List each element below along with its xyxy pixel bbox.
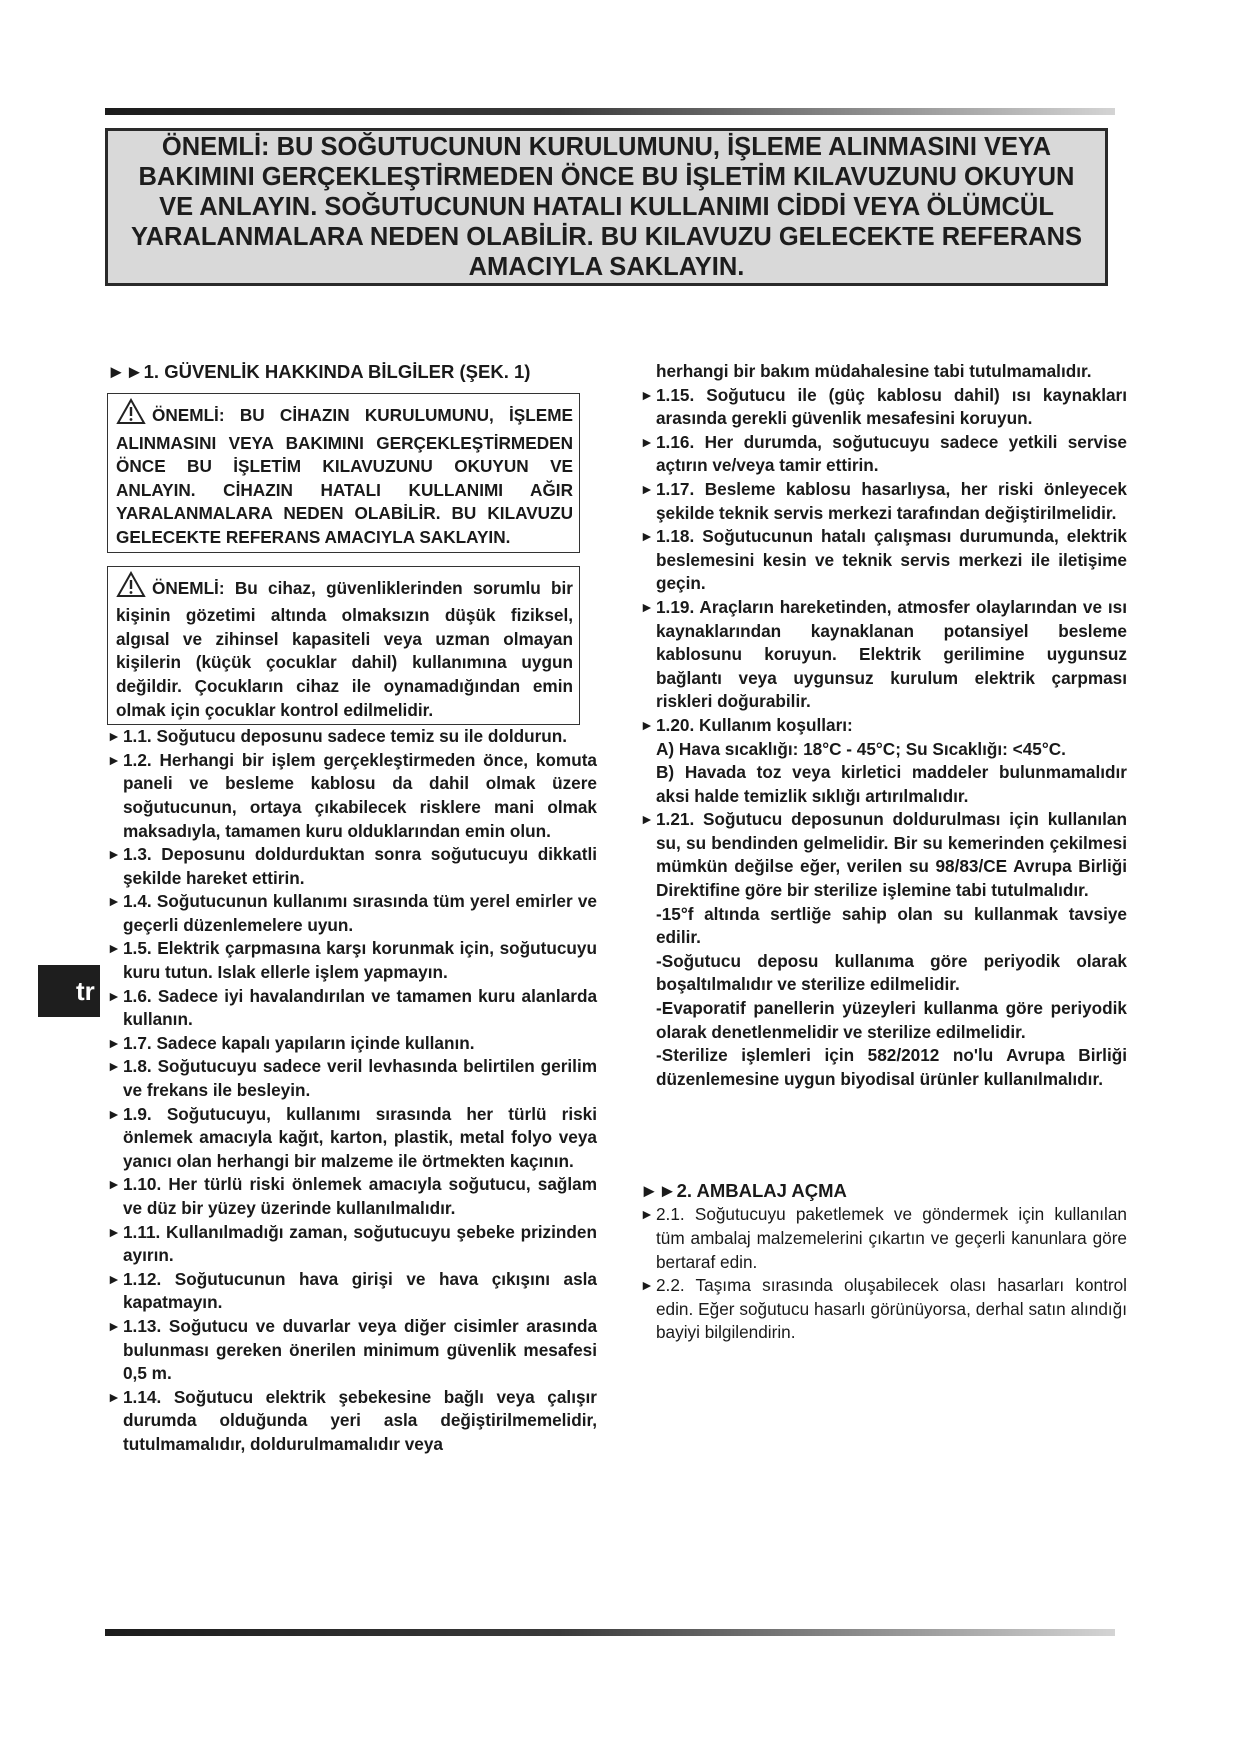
section-2-heading: ►►2. AMBALAJ AÇMA bbox=[640, 1180, 847, 1202]
list-item: ► 1.1. Soğutucu deposunu sadece temiz su ile doldurun. bbox=[107, 725, 597, 749]
list-item: ► 2.2. Taşıma sırasında oluşabilecek olası hasarları kontrol edin. Eğer soğutucu hasarlı görünüyorsa, derhal satın alındığı bayiyi bilgilendirin. bbox=[640, 1274, 1127, 1345]
bullet-arrow-icon: ► bbox=[107, 940, 121, 957]
bullet-arrow-icon: ► bbox=[107, 1105, 121, 1122]
list-item: ► 2.1. Soğutucuyu paketlemek ve göndermek için kullanılan tüm ambalaj malzemelerini çıkartın ve geçerli kanunlara göre bertaraf edin. bbox=[640, 1203, 1127, 1274]
list-item: ► 1.15. Soğutucu ile (güç kablosu dahil) ısı kaynakları arasında gerekli güvenlik mesafesini koruyun. bbox=[640, 384, 1127, 431]
bullet-arrow-icon: ► bbox=[107, 1270, 121, 1287]
list-item: ► 1.11. Kullanılmadığı zaman, soğutucuyu şebeke prizinden ayırın. bbox=[107, 1221, 597, 1268]
bullet-arrow-icon: ► bbox=[107, 1058, 121, 1075]
list-item: ► 1.16. Her durumda, soğutucuyu sadece yetkili servise açtırın ve/veya tamir ettirin. bbox=[640, 431, 1127, 478]
bullet-arrow-icon: ► bbox=[107, 751, 121, 768]
warning-banner bbox=[105, 128, 1108, 286]
bullet-arrow-icon: ► bbox=[107, 1034, 121, 1051]
list-item: ► 1.19. Araçların hareketinden, atmosfer olaylarından ve ısı kaynaklarından kaynaklanan potansiyel besleme kablosunu koruyun. Elektrik gerilimine uygunsuz bağlantı veya uygunsuz kurulum elektrik çarpması riskleri doğurabilir. bbox=[640, 596, 1127, 714]
list-item: ► 1.6. Sadece iyi havalandırılan ve tamamen kuru alanlarda kullanın. bbox=[107, 985, 597, 1032]
bullet-arrow-icon: ► bbox=[107, 1223, 121, 1240]
list-item-continuation: herhangi bir bakım müdahalesine tabi tutulmamalıdır. bbox=[656, 361, 1092, 381]
bullet-arrow-icon: ► bbox=[640, 811, 654, 828]
bullet-arrow-icon: ► bbox=[107, 1317, 121, 1334]
list-item: ► 1.4. Soğutucunun kullanımı sırasında tüm yerel emirler ve geçerli düzenlemelere uyun. bbox=[107, 890, 597, 937]
bullet-arrow-icon: ► bbox=[640, 433, 654, 450]
bullet-arrow-icon: ► bbox=[640, 716, 654, 733]
list-item: ► 1.5. Elektrik çarpmasına karşı korunmak için, soğutucuyu kuru tutun. Islak ellerle işlem yapmayın. bbox=[107, 937, 597, 984]
right-column bbox=[640, 360, 1127, 1345]
bullet-arrow-icon: ► bbox=[640, 1206, 654, 1223]
water-note: -Soğutucu deposu kullanıma göre periyodik olarak boşaltılmalıdır ve sterilize edilmelidir. bbox=[656, 950, 1127, 995]
water-note: -15°f altında sertliğe sahip olan su kullanmak tavsiye edilir. bbox=[656, 903, 1127, 948]
list-item: ► 1.12. Soğutucunun hava girişi ve hava çıkışını asla kapatmayın. bbox=[107, 1268, 597, 1315]
warning-box-1-text: ÖNEMLİ: BU CİHAZIN KURULUMUNU, İŞLEME ALINMASINI VEYA BAKIMINI GERÇEKLEŞTİRMEDEN ÖNCE BU İŞLETİM KILAVUZUNU OKUYUN VE ANLAYIN. CİHAZIN HATALI KULLANIMI AĞIR YARALANMALARA NEDEN OLABİLİR. BU KILAVUZU GELECEKTE REFERANS AMACIYLA SAKLAYIN. bbox=[116, 405, 573, 547]
left-items-list bbox=[107, 725, 597, 1456]
top-rule bbox=[105, 108, 1115, 115]
language-tab: tr bbox=[38, 965, 100, 1017]
bullet-arrow-icon: ► bbox=[640, 1277, 654, 1294]
water-note: -Evaporatif panellerin yüzeyleri kullanma göre periyodik olarak denetlenmelidir ve sterilize edilmelidir. bbox=[656, 998, 1127, 1042]
bullet-arrow-icon: ► bbox=[640, 528, 654, 545]
bullet-arrow-icon: ► bbox=[107, 893, 121, 910]
warning-box-1 bbox=[107, 393, 580, 553]
bullet-arrow-icon: ► bbox=[107, 987, 121, 1004]
warning-triangle-icon bbox=[116, 398, 146, 432]
list-item: ► 1.14. Soğutucu elektrik şebekesine bağlı veya çalışır durumda olduğunda yeri asla değiştirilmemelidir, tutulmamalıdır, doldurulmamalıdır veya bbox=[107, 1386, 597, 1457]
warning-banner-text: ÖNEMLİ: BU SOĞUTUCUNUN KURULUMUNU, İŞLEME ALINMASINI VEYA BAKIMINI GERÇEKLEŞTİRMEDEN ÖNCE BU İŞLETİM KILAVUZUNU OKUYUN VE ANLAYIN. SOĞUTUCUNUN HATALI KULLANIMI CİDDİ VEYA ÖLÜMCÜL YARALANMALARA NEDEN OLABİLİR. BU KILAVUZU GELECEKTE REFERANS AMACIYLA SAKLAYIN. bbox=[130, 133, 1083, 281]
list-item: ► 1.20. Kullanım koşulları: bbox=[640, 714, 1127, 738]
bullet-arrow-icon: ► bbox=[107, 1388, 121, 1405]
left-column bbox=[107, 360, 597, 1457]
bullet-arrow-icon: ► bbox=[107, 1176, 121, 1193]
bullet-arrow-icon: ► bbox=[107, 846, 121, 863]
bullet-arrow-icon: ► bbox=[640, 480, 654, 497]
list-item: ► 1.3. Deposunu doldurduktan sonra soğutucuyu dikkatli şekilde hareket ettirin. bbox=[107, 843, 597, 890]
list-item: ► 1.8. Soğutucuyu sadece veril levhasında belirtilen gerilim ve frekans ile besleyin. bbox=[107, 1055, 597, 1102]
water-note: -Sterilize işlemleri için 582/2012 no'lu Avrupa Birliği düzenlemesine uygun biyodisal ürünler kullanılmalıdır. bbox=[656, 1045, 1127, 1089]
warning-box-2 bbox=[107, 566, 580, 726]
condition-a: A) Hava sıcaklığı: 18°C - 45°C; Su Sıcaklığı: <45°C. bbox=[656, 738, 1066, 759]
bullet-arrow-icon: ► bbox=[107, 728, 121, 745]
list-item: ► 1.13. Soğutucu ve duvarlar veya diğer cisimler arasında bulunması gereken önerilen minimum güvenlik mesafesi 0,5 m. bbox=[107, 1315, 597, 1386]
list-item: ► 1.2. Herhangi bir işlem gerçekleştirmeden önce, komuta paneli ve besleme kablosu da dahil olmak üzere soğutucunun, ortaya çıkabilecek risklere mani olmak maksadıyla, tamamen kuru olduklarından emin olun. bbox=[107, 749, 597, 843]
bottom-rule bbox=[105, 1629, 1115, 1636]
list-item: ► 1.17. Besleme kablosu hasarlıysa, her riski önleyecek şekilde teknik servis merkezi tarafından değiştirilmelidir. bbox=[640, 478, 1127, 525]
bullet-arrow-icon: ► bbox=[640, 598, 654, 615]
condition-b: B) Havada toz veya kirletici maddeler bulunmamalıdır aksi halde temizlik sıklığı artırılmalıdır. bbox=[656, 762, 1127, 806]
section-1-heading: ►►1. GÜVENLİK HAKKINDA BİLGİLER (ŞEK. 1) bbox=[107, 361, 531, 382]
list-item: ► 1.21. Soğutucu deposunun doldurulması için kullanılan su, su bendinden gelmelidir. Bir su kemerinden çekilmesi mümkün değilse eğer, verilen su 98/83/CE Avrupa Birliği Direktifine göre bir sterilize işlemine tabi tutulmalıdır. bbox=[640, 808, 1127, 902]
warning-triangle-icon bbox=[116, 571, 146, 605]
list-item: ► 1.7. Sadece kapalı yapıların içinde kullanın. bbox=[107, 1032, 597, 1056]
list-item: ► 1.10. Her türlü riski önlemek amacıyla soğutucu, sağlam ve düz bir yüzey üzerinde kullanılmalıdır. bbox=[107, 1173, 597, 1220]
bullet-arrow-icon: ► bbox=[640, 386, 654, 403]
list-item: ► 1.9. Soğutucuyu, kullanımı sırasında her türlü riski önlemek amacıyla kağıt, karton, plastik, metal folyo veya yanıcı olan herhangi bir malzeme ile örtmekten kaçının. bbox=[107, 1103, 597, 1174]
list-item: ► 1.18. Soğutucunun hatalı çalışması durumunda, elektrik beslemesini kesin ve teknik servis merkezi ile iletişime geçin. bbox=[640, 525, 1127, 596]
warning-box-2-text: ÖNEMLİ: Bu cihaz, güvenliklerinden sorumlu bir kişinin gözetimi altında olmaksızın düşük fiziksel, algısal ve zihinsel kapasiteli veya uzman olmayan kişilerin (küçük çocuklar dahil) kullanımına uygun değildir. Çocukların cihaz ile oynamadığından emin olmak için çocuklar kontrol edilmelidir. bbox=[116, 577, 573, 720]
